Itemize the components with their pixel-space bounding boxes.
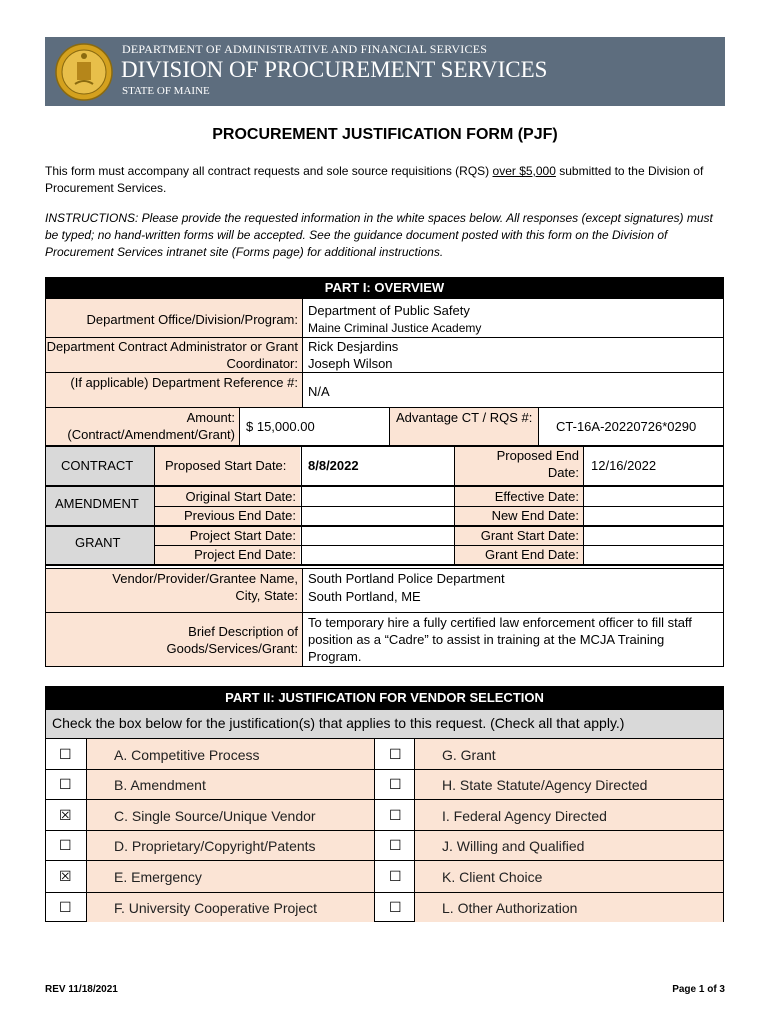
part1-heading: PART I: OVERVIEW: [45, 277, 724, 298]
previous-end-value[interactable]: [302, 506, 454, 525]
checkbox-c[interactable]: ☒: [59, 807, 72, 824]
page-number: Page 1 of 3: [672, 984, 725, 995]
checkbox-b[interactable]: ☐: [59, 777, 72, 793]
option-label-i: I. Federal Agency Directed: [442, 807, 607, 824]
original-start-value[interactable]: [302, 487, 454, 506]
reference-label: (If applicable) Department Reference #:: [46, 373, 302, 407]
checkbox-k[interactable]: ☐: [389, 869, 402, 885]
checkbox-f[interactable]: ☐: [59, 899, 72, 916]
form-title: PROCUREMENT JUSTIFICATION FORM (PJF): [212, 126, 558, 143]
part2-heading: PART II: JUSTIFICATION FOR VENDOR SELECTION: [45, 686, 724, 709]
amendment-section-label: AMENDMENT: [46, 487, 154, 525]
part2-subheading: Check the box below for the justification(s) that applies to this request. (Check all that apply.): [46, 710, 723, 738]
option-label-h: H. State Statute/Agency Directed: [442, 777, 648, 793]
previous-end-label: Previous End Date:: [155, 506, 300, 525]
new-end-value[interactable]: [584, 506, 722, 525]
part1-table: [45, 298, 724, 667]
proposed-start-label: Proposed Start Date:: [155, 447, 300, 485]
checkbox-h[interactable]: ☐: [389, 777, 402, 793]
project-start-value[interactable]: [302, 527, 454, 545]
admin-value-1[interactable]: Rick Desjardins: [308, 339, 399, 354]
advantage-value[interactable]: CT-16A-20220726*0290: [556, 419, 697, 434]
checkbox-g[interactable]: ☐: [389, 746, 402, 763]
part2-table: [45, 709, 724, 922]
proposed-end-value[interactable]: 12/16/2022: [591, 458, 657, 473]
dept-label: Department Office/Division/Program:: [46, 299, 302, 337]
vendor-name-value[interactable]: South Portland Police Department: [308, 571, 505, 586]
proposed-start-value[interactable]: 8/8/2022: [308, 458, 359, 473]
intro-text: This form must accompany all contract requests and sole source requisitions (RQS) over $5,000 submitted to the Division of Procurement Services.: [45, 164, 704, 195]
advantage-label: Advantage CT / RQS #:: [390, 408, 538, 446]
proposed-end-label: Proposed End Date:: [454, 447, 583, 485]
project-end-value[interactable]: [302, 546, 454, 564]
new-end-label: New End Date:: [454, 506, 583, 525]
grant-end-label: Grant End Date:: [454, 546, 583, 564]
option-label-b: B. Amendment: [114, 777, 206, 793]
dept-value-1[interactable]: Department of Public Safety: [308, 303, 470, 318]
original-start-label: Original Start Date:: [155, 487, 300, 506]
project-end-label: Project End Date:: [155, 546, 300, 564]
effective-date-label: Effective Date:: [454, 487, 583, 506]
option-label-k: K. Client Choice: [442, 869, 543, 885]
option-label-e: E. Emergency: [114, 869, 202, 885]
vendor-city-value[interactable]: South Portland, ME: [308, 589, 421, 604]
checkbox-d[interactable]: ☐: [59, 838, 72, 854]
header-dept-line: DEPARTMENT OF ADMINISTRATIVE AND FINANCIAL SERVICES: [122, 42, 488, 56]
option-label-l: L. Other Authorization: [442, 899, 578, 916]
state-seal-icon: [55, 42, 113, 102]
grant-start-label: Grant Start Date:: [454, 527, 583, 545]
header-division-line: DIVISION OF PROCUREMENT SERVICES: [121, 57, 548, 82]
header-state-line: STATE OF MAINE: [122, 85, 210, 97]
amount-value[interactable]: $ 15,000.00: [246, 419, 315, 434]
grant-end-value[interactable]: [584, 546, 722, 564]
checkbox-l[interactable]: ☐: [389, 899, 402, 916]
option-label-a: A. Competitive Process: [114, 746, 260, 763]
checkbox-j[interactable]: ☐: [389, 838, 402, 854]
project-start-label: Project Start Date:: [155, 527, 300, 545]
checkbox-a[interactable]: ☐: [59, 746, 72, 763]
option-label-g: G. Grant: [442, 746, 496, 763]
reference-value[interactable]: N/A: [308, 384, 330, 399]
checkbox-e[interactable]: ☒: [59, 869, 72, 885]
option-label-j: J. Willing and Qualified: [442, 838, 585, 854]
grant-section-label: GRANT: [46, 527, 154, 564]
option-label-d: D. Proprietary/Copyright/Patents: [114, 838, 316, 854]
revision-date: REV 11/18/2021: [45, 984, 118, 995]
amount-label: Amount: (Contract/Amendment/Grant): [46, 408, 239, 446]
option-label-f: F. University Cooperative Project: [114, 899, 318, 916]
vendor-label: Vendor/Provider/Grantee Name, City, State:: [46, 569, 302, 613]
option-label-c: C. Single Source/Unique Vendor: [114, 807, 316, 824]
contract-section-label: CONTRACT: [46, 447, 154, 485]
dept-value-2[interactable]: Maine Criminal Justice Academy: [308, 321, 482, 335]
header-banner: [45, 37, 725, 106]
brief-description-value[interactable]: To temporary hire a fully certified law enforcement officer to fill staff position as a “Cadre” to assist in training at the MCJA Training Program.: [308, 615, 692, 664]
effective-date-value[interactable]: [584, 487, 722, 506]
grant-start-value[interactable]: [584, 527, 722, 545]
threshold-amount: over $5,000: [492, 164, 556, 178]
admin-value-2[interactable]: Joseph Wilson: [308, 356, 393, 371]
checkbox-i[interactable]: ☐: [389, 807, 402, 824]
admin-label: Department Contract Administrator or Grant Coordinator:: [46, 338, 302, 372]
brief-description-label: Brief Description of Goods/Services/Grant:: [46, 613, 302, 666]
instructions-text: INSTRUCTIONS: Please provide the requested information in the white spaces below. All responses (except signatures) must be typed; no hand-written forms will be accepted. See the guidance document posted with this form on the Division of Procurement Services intranet site (Forms page) for additional instructions.: [45, 211, 713, 259]
